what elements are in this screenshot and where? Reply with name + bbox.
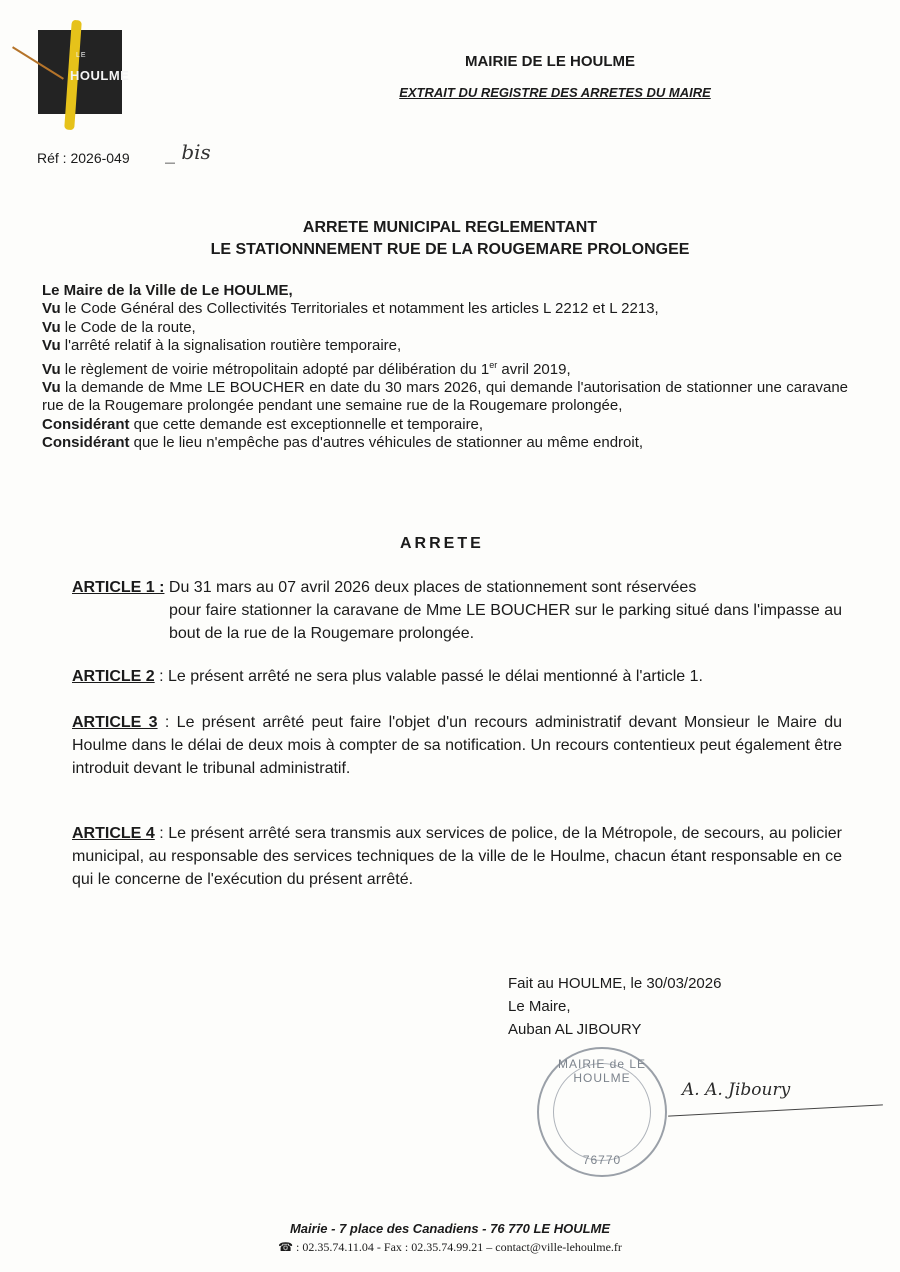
document-title: [100, 217, 800, 261]
footer-contact: ☎ : 02.35.74.11.04 - Fax : 02.35.74.99.21 – contact@ville-lehoulme.fr: [278, 1240, 622, 1254]
reference-handwritten-annotation: _ bis: [165, 140, 211, 164]
reference-number: Réf : 2026-049: [37, 150, 130, 166]
preamble-vu-5: Vu la demande de Mme LE BOUCHER en date du 30 mars 2026, qui demande l'autorisation de stationner une caravane rue de la Rougemare prolongée pendant une semaine rue de la Rougemare prolongée,: [42, 379, 848, 415]
article-4-label: ARTICLE 4: [72, 825, 155, 842]
article-2-text: : Le présent arrêté ne sera plus valable passé le délai mentionné à l'article 1.: [154, 668, 703, 685]
signature-fait: Fait au HOULME, le 30/03/2026: [508, 975, 722, 992]
preamble-considerant-1: Considérant que cette demande est exceptionnelle et temporaire,: [42, 415, 484, 433]
article-3-text: : Le présent arrêté peut faire l'objet d'un recours administratif devant Monsieur le Maire du Houlme dans le délai de deux mois à compter de sa notification. Un recours contentieux peut également être introduit devant le tribunal administratif.: [72, 714, 843, 777]
stamp-text: MAIRIE de LE HOULME: [557, 1057, 647, 1085]
article-1-text-first: Du 31 mars au 07 avril 2026 deux places de stationnement sont réservées: [164, 579, 697, 596]
preamble-maire: Le Maire de la Ville de Le HOULME,: [42, 282, 293, 299]
preamble-vu-2: Vu le Code de la route,: [42, 318, 196, 336]
article-1-text-rest: pour faire stationner la caravane de Mme LE BOUCHER sur le parking situé dans l'impasse au bout de la rue de la Rougemare prolongée.: [169, 602, 842, 642]
article-2: [72, 665, 842, 688]
preamble-vu-3: Vu l'arrêté relatif à la signalisation routière temporaire,: [42, 337, 402, 355]
preamble-vu-4: Vu le règlement de voirie métropolitain adopté par délibération du 1er avril 2019,: [42, 359, 571, 378]
article-2-label: ARTICLE 2: [72, 668, 155, 685]
article-1: [72, 576, 842, 645]
logo-name: HOULME: [70, 68, 130, 83]
footer-address: Mairie - 7 place des Canadiens - 76 770 LE HOULME: [289, 1221, 611, 1236]
article-4: [72, 822, 842, 891]
article-3-label: ARTICLE 3: [72, 714, 158, 731]
title-line-1: ARRETE MUNICIPAL REGLEMENTANT: [302, 219, 598, 236]
registre-header: EXTRAIT DU REGISTRE DES ARRETES DU MAIRE: [399, 85, 711, 100]
signature-stroke: [668, 1104, 883, 1116]
article-3: [72, 711, 842, 780]
preamble-considerant-2: Considérant que le lieu n'empêche pas d'autres véhicules de stationner au même endroit,: [42, 434, 644, 452]
signature-block: [508, 972, 721, 1041]
title-line-2: LE STATIONNNEMENT RUE DE LA ROUGEMARE PROLONGEE: [210, 241, 690, 258]
signature-role: Le Maire,: [508, 998, 571, 1015]
signature-name: Auban AL JIBOURY: [508, 1021, 642, 1038]
article-4-text: : Le présent arrêté sera transmis aux services de police, de la Métropole, de secours, au policier municipal, au responsable des services techniques de la ville de le Houlme, chacun étant responsable en ce qui le concerne de l'exécution du présent arrêté.: [72, 825, 843, 888]
mairie-header: MAIRIE DE LE HOULME: [464, 53, 635, 70]
logo-twig: [12, 46, 64, 79]
article-1-label: ARTICLE 1 :: [72, 579, 165, 596]
handwritten-signature: A. A. Jiboury: [682, 1080, 791, 1100]
preamble: [42, 282, 848, 453]
preamble-vu-1: Vu le Code Général des Collectivités Territoriales et notamment les articles L 2212 et L 2213,: [42, 300, 659, 318]
logo-small-text: LE: [76, 52, 87, 59]
stamp-code: 76770: [582, 1153, 622, 1167]
arrete-heading: ARRETE: [400, 535, 484, 552]
houlme-logo: [38, 30, 130, 114]
mairie-stamp: [537, 1047, 667, 1177]
